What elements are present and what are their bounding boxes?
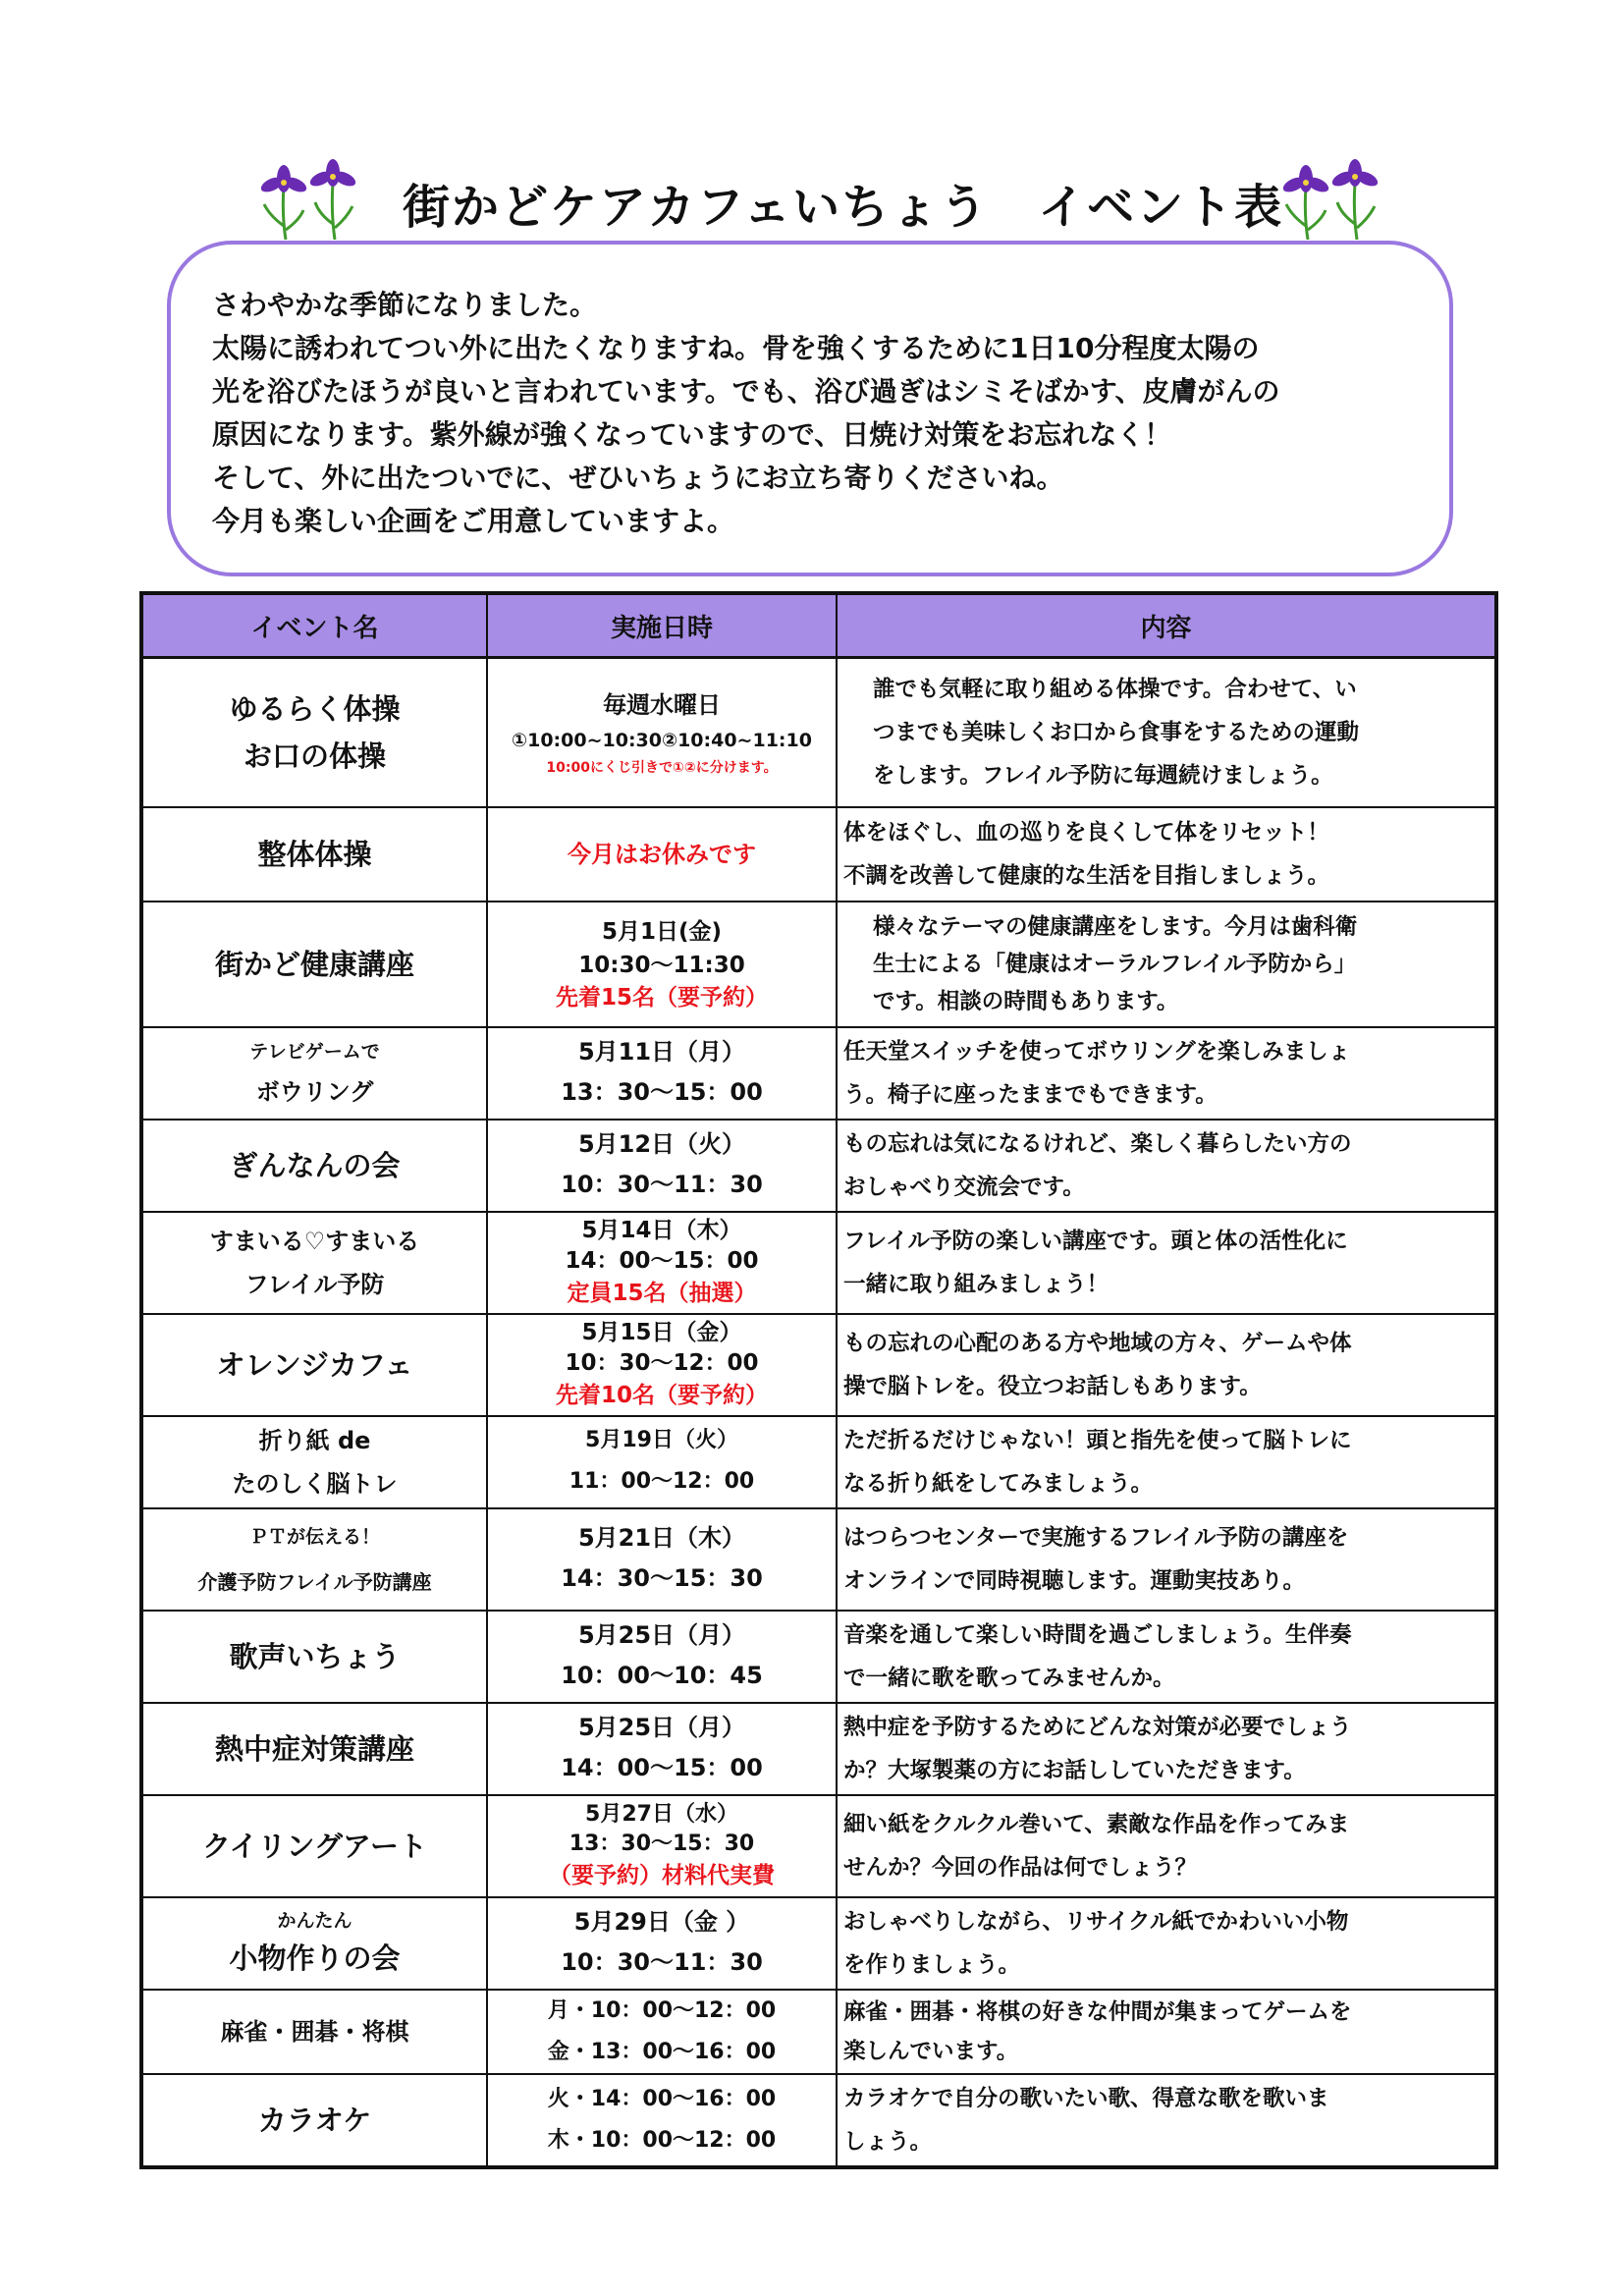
table-row — [141, 1508, 1496, 1611]
table-row — [141, 1120, 1496, 1212]
event-content-line: 一緒に取り組みましょう！ — [843, 1271, 1110, 1297]
column-header-event-name: イベント名 — [141, 593, 487, 658]
event-date: 5月27日（水） — [585, 1801, 738, 1827]
intro-text — [212, 284, 1280, 543]
event-date-cell — [487, 1212, 837, 1314]
event-time: 10:30〜11:30 — [578, 952, 745, 978]
event-time: ①10:00~10:30②10:40~11:10 — [512, 729, 812, 751]
event-content-cell — [837, 2074, 1496, 2167]
intro-message-box — [167, 241, 1453, 576]
event-content-cell — [837, 1795, 1496, 1897]
event-time: 月・10：00〜12：00 — [547, 1997, 777, 2023]
event-name-cell — [141, 902, 487, 1027]
event-content-cell — [837, 1703, 1496, 1795]
event-time: 金・13：00〜16：00 — [547, 2039, 777, 2064]
iris-flower-icon — [250, 157, 364, 244]
event-date-cell — [487, 1027, 837, 1120]
event-name: すまいる♡すまいる — [209, 1227, 420, 1255]
event-date-cell — [487, 1314, 837, 1416]
table-row — [141, 902, 1496, 1027]
event-time: 10：30〜11：30 — [561, 1170, 763, 1198]
table-row — [141, 807, 1496, 902]
event-content-line: もの忘れの心配のある方や地域の方々、ゲームや体 — [843, 1330, 1352, 1356]
event-content-line: はつらつセンターで実施するフレイル予防の講座を — [843, 1524, 1349, 1551]
event-time: 10：00〜10：45 — [561, 1661, 763, 1689]
table-row — [141, 1990, 1496, 2074]
event-content-cell — [837, 1611, 1496, 1703]
event-date-cell — [487, 1795, 837, 1897]
event-date-cell — [487, 1611, 837, 1703]
event-name: かんたん — [277, 1909, 352, 1932]
intro-line: さわやかな季節になりました。 — [212, 289, 598, 321]
intro-line: 原因になります。紫外線が強くなっていますので、日焼け対策をお忘れなく！ — [212, 418, 1172, 451]
event-content-line: 生士による「健康はオーラルフレイル予防から」 — [873, 951, 1357, 977]
event-time: 11：00〜12：00 — [568, 1468, 755, 1494]
event-content-cell — [837, 1508, 1496, 1611]
event-name-cell — [141, 1508, 487, 1611]
table-row — [141, 658, 1496, 807]
event-content-cell — [837, 807, 1496, 902]
event-content-line: ただ折るだけじゃない！頭と指先を使って脳トレに — [843, 1427, 1352, 1453]
page-title: 街かどケアカフェいちょう イベント表 — [403, 180, 1284, 235]
event-status: 今月はお休みです — [568, 840, 756, 868]
event-name-cell — [141, 1212, 487, 1314]
title-row — [0, 157, 1624, 246]
event-content-line: フレイル予防の楽しい講座です。頭と体の活性化に — [843, 1228, 1348, 1254]
intro-line: そして、外に出たついでに、ぜひいちょうにお立ち寄りくださいね。 — [212, 462, 1064, 494]
table-row — [141, 1212, 1496, 1314]
event-date-cell — [487, 1120, 837, 1212]
event-content-line: 楽しんでいます。 — [843, 2038, 1019, 2064]
event-name: テレビゲームで — [249, 1040, 380, 1063]
event-time: 14：00〜15：00 — [561, 1753, 763, 1781]
event-content-cell — [837, 1314, 1496, 1416]
event-name-cell — [141, 1120, 487, 1212]
event-content-cell — [837, 1897, 1496, 1990]
event-name: 街かど健康講座 — [214, 947, 414, 981]
event-time: 14：30〜15：30 — [561, 1563, 763, 1592]
event-content-line: で一緒に歌を歌ってみませんか。 — [843, 1665, 1175, 1691]
event-content-line: を作りましょう。 — [843, 1951, 1021, 1978]
event-content-line: 熱中症を予防するためにどんな対策が必要でしょう — [843, 1714, 1352, 1740]
table-row — [141, 1703, 1496, 1795]
table-row — [141, 1897, 1496, 1990]
event-date: 5月1日(金) — [601, 918, 723, 945]
event-content-line: う。椅子に座ったままでもできます。 — [843, 1081, 1218, 1108]
event-date: 5月12日（火） — [577, 1129, 746, 1158]
event-time: 火・14：00〜16：00 — [547, 2086, 777, 2111]
event-note: 定員15名（抽選） — [567, 1280, 757, 1306]
event-date-cell — [487, 658, 837, 807]
event-content-line: もの忘れは気になるけれど、楽しく暮らしたい方の — [843, 1130, 1352, 1157]
event-name-cell — [141, 658, 487, 807]
event-note: 先着10名（要予約） — [555, 1382, 768, 1408]
event-name: お口の体操 — [243, 738, 386, 773]
event-date-cell — [487, 1897, 837, 1990]
intro-line: 今月も楽しい企画をご用意していますよ。 — [212, 505, 735, 537]
column-header-content: 内容 — [837, 593, 1496, 658]
event-time: 14：00〜15：00 — [565, 1247, 759, 1274]
event-table — [139, 591, 1498, 2169]
event-content-cell — [837, 658, 1496, 807]
event-content-line: おしゃべり交流会です。 — [843, 1174, 1085, 1200]
event-time: 木・10：00〜12：00 — [547, 2127, 777, 2153]
event-name: 介護予防フレイル予防講座 — [197, 1569, 432, 1594]
table-row — [141, 1611, 1496, 1703]
event-name: ＰＴが伝える！ — [248, 1525, 380, 1548]
event-content-cell — [837, 1212, 1496, 1314]
event-content-line: 様々なテーマの健康講座をします。今月は歯科衛 — [873, 913, 1358, 940]
event-name: クイリングアート — [201, 1829, 428, 1863]
event-date-cell — [487, 2074, 837, 2167]
event-date-cell — [487, 902, 837, 1027]
event-content-cell — [837, 1027, 1496, 1120]
event-date-cell — [487, 1703, 837, 1795]
event-date: 5月19日（火） — [585, 1427, 738, 1452]
event-content-line: せんか？今回の作品は何でしょう？ — [843, 1854, 1198, 1881]
table-row — [141, 2074, 1496, 2167]
event-name-cell — [141, 1795, 487, 1897]
event-note: 先着15名（要予約） — [555, 984, 768, 1011]
event-name: 歌声いちょう — [229, 1639, 401, 1673]
event-date: 毎週水曜日 — [603, 690, 721, 719]
event-note: （要予約）材料代実費 — [549, 1862, 775, 1888]
event-content-line: 細い紙をクルクル巻いて、素敵な作品を作ってみま — [843, 1811, 1350, 1837]
event-content-line: つまでも美味しくお口から食事をするための運動 — [873, 719, 1360, 745]
event-name-cell — [141, 1027, 487, 1120]
event-name-cell — [141, 1416, 487, 1508]
event-name-cell — [141, 1611, 487, 1703]
event-date-cell — [487, 1990, 837, 2074]
intro-line: 光を浴びたほうが良いと言われています。でも、浴び過ぎはシミそばかす、皮膚がんの — [212, 375, 1280, 408]
event-content-line: 誰でも気軽に取り組める体操です。合わせて、い — [873, 676, 1357, 702]
table-header-row — [141, 593, 1496, 658]
event-content-line: をします。フレイル予防に毎週続けましょう。 — [873, 762, 1333, 789]
event-name: ゆるらく体操 — [229, 691, 401, 726]
event-date: 5月14日（木） — [581, 1217, 742, 1243]
event-name-cell — [141, 1703, 487, 1795]
event-name-cell — [141, 807, 487, 902]
event-date-cell — [487, 1416, 837, 1508]
iris-flower-icon — [1272, 157, 1386, 244]
event-date: 5月25日（月） — [577, 1713, 746, 1741]
table-row — [141, 1027, 1496, 1120]
event-name: 麻雀・囲碁・将棋 — [220, 2017, 409, 2046]
event-date: 5月29日（金 ） — [573, 1907, 750, 1936]
event-content-line: しょう。 — [843, 2128, 933, 2155]
event-name-cell — [141, 2074, 487, 2167]
event-content-line: です。相談の時間もあります。 — [873, 988, 1179, 1014]
event-name: オレンジカフェ — [216, 1347, 413, 1382]
event-name-cell — [141, 1990, 487, 2074]
event-time: 10：30〜12：00 — [565, 1349, 759, 1376]
event-time: 10：30〜11：30 — [561, 1947, 763, 1976]
event-content-line: 不調を改善して健康的な生活を目指しましょう。 — [843, 862, 1330, 889]
event-name-cell — [141, 1897, 487, 1990]
event-time: 13：30〜15：00 — [561, 1077, 763, 1106]
event-name: 折り紙 de — [258, 1426, 371, 1454]
event-content-cell — [837, 1990, 1496, 2074]
event-name-cell — [141, 1314, 487, 1416]
event-date-cell — [487, 807, 837, 902]
event-name: 整体体操 — [257, 837, 372, 871]
event-name: たのしく脳トレ — [232, 1469, 398, 1498]
event-content-cell — [837, 1120, 1496, 1212]
event-content-line: か？大塚製薬の方にお話ししていただきます。 — [843, 1757, 1306, 1783]
table-row — [141, 1795, 1496, 1897]
event-date: 5月21日（木） — [577, 1523, 746, 1552]
event-content-line: 音楽を通して楽しい時間を過ごしましょう。生伴奏 — [843, 1621, 1352, 1648]
event-name: 熱中症対策講座 — [214, 1731, 414, 1766]
event-content-line: 体をほぐし、血の巡りを良くして体をリセット！ — [843, 819, 1329, 846]
event-content-line: なる折り紙をしてみましょう。 — [843, 1470, 1154, 1497]
event-content-cell — [837, 1416, 1496, 1508]
event-content-line: 任天堂スイッチを使ってボウリングを楽しみましょ — [843, 1038, 1351, 1065]
event-name: ぎんなんの会 — [229, 1148, 401, 1182]
event-name: 小物作りの会 — [229, 1941, 401, 1975]
event-note: 10:00にくじ引きで①②に分けます。 — [546, 759, 778, 776]
event-content-line: オンラインで同時視聴します。運動実技あり。 — [843, 1567, 1306, 1594]
event-content-line: カラオケで自分の歌いたい歌、得意な歌を歌いま — [843, 2085, 1329, 2111]
table-row — [141, 1416, 1496, 1508]
column-header-datetime: 実施日時 — [487, 593, 837, 658]
intro-line: 太陽に誘われてつい外に出たくなりますね。骨を強くするために1日10分程度太陽の — [212, 332, 1260, 364]
event-date-cell — [487, 1508, 837, 1611]
event-name: フレイル予防 — [244, 1270, 385, 1298]
event-time: 13：30〜15：30 — [568, 1831, 755, 1856]
event-date: 5月15日（金） — [581, 1319, 742, 1345]
event-date: 5月25日（月） — [577, 1620, 746, 1649]
event-content-cell — [837, 902, 1496, 1027]
event-content-line: 操で脳トレを。役立つお話しもあります。 — [843, 1373, 1262, 1399]
event-content-line: おしゃべりしながら、リサイクル紙でかわいい小物 — [843, 1908, 1349, 1935]
event-date: 5月11日（月） — [577, 1037, 746, 1066]
event-content-line: 麻雀・囲碁・将棋の好きな仲間が集まってゲームを — [843, 1998, 1352, 2025]
event-name: ボウリング — [255, 1077, 374, 1106]
table-row — [141, 1314, 1496, 1416]
event-name: カラオケ — [257, 2103, 372, 2137]
